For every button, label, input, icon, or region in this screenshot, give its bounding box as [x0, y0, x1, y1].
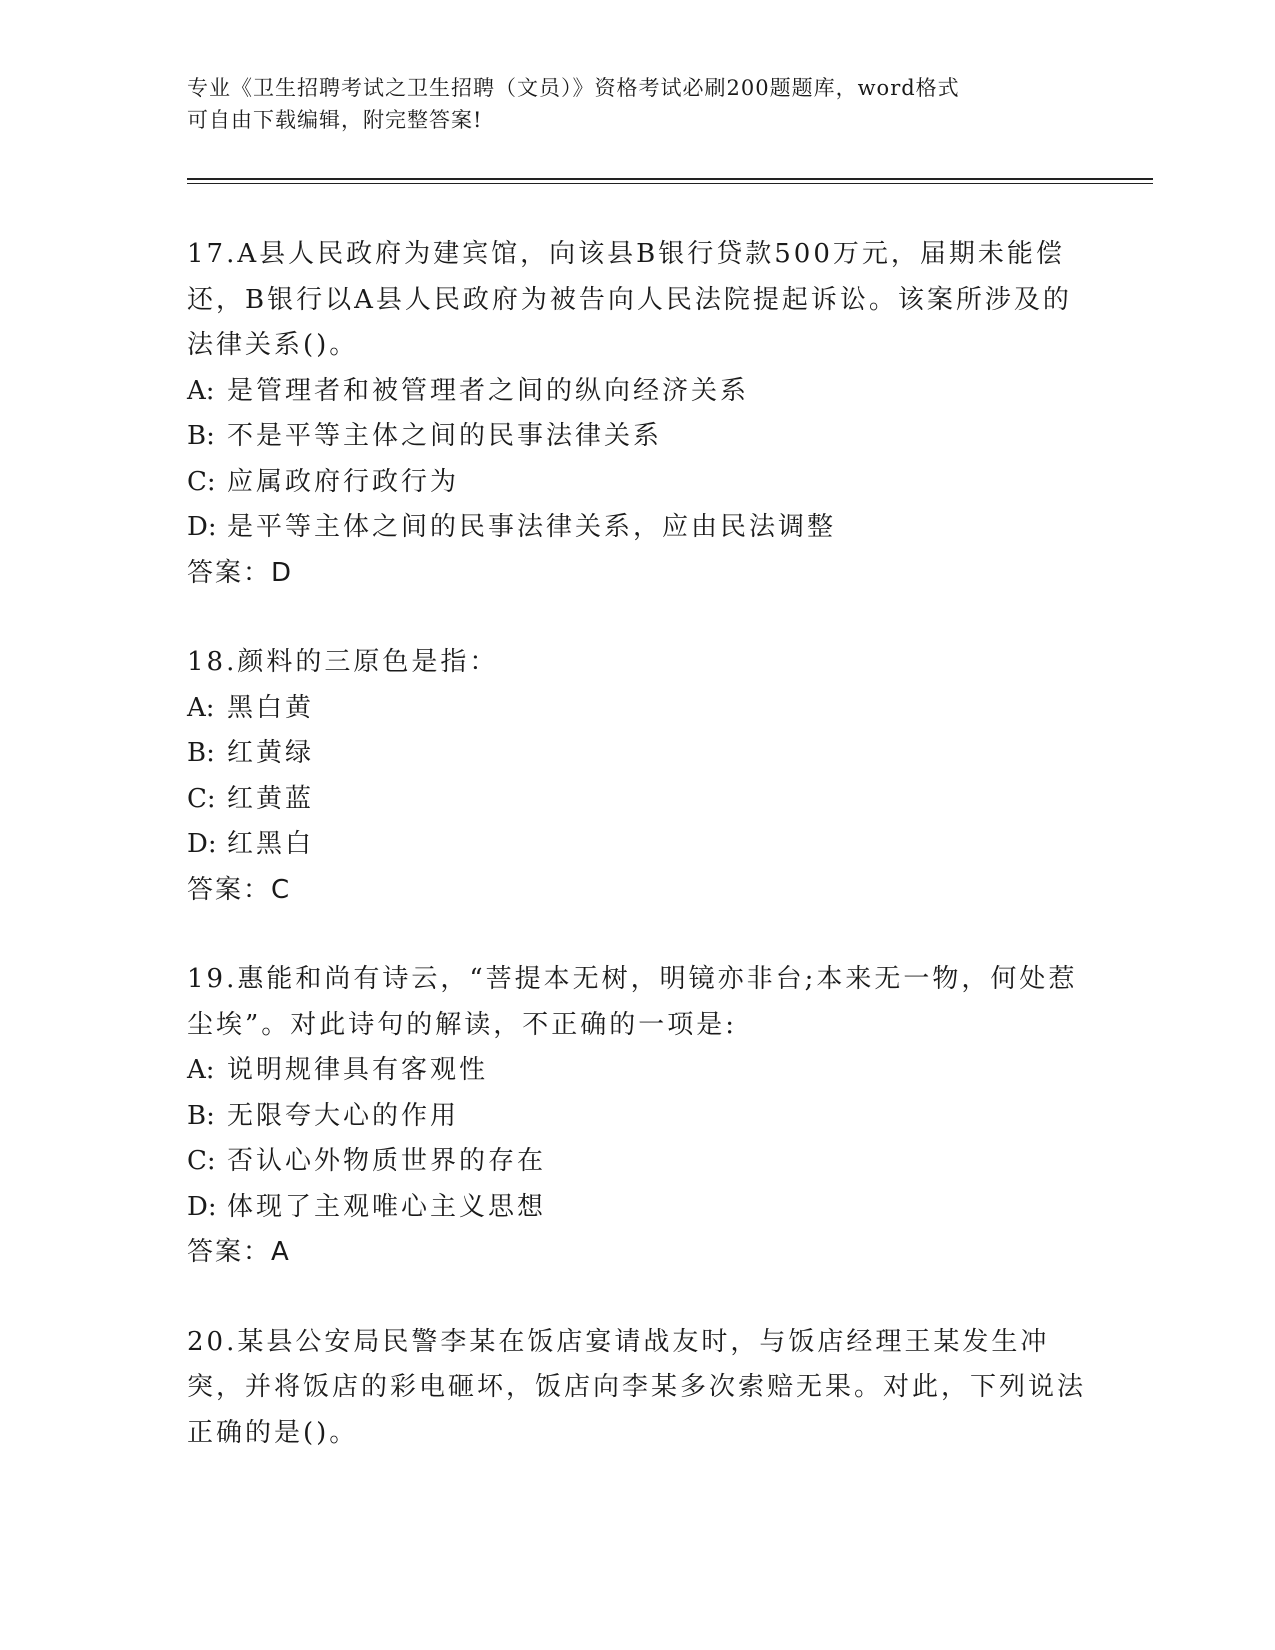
question-list [187, 232, 1087, 1500]
option-text: 不是平等主体之间的民事法律关系 [227, 421, 663, 451]
option-text: 红黑白 [227, 829, 315, 859]
option-b [187, 414, 1087, 460]
option-letter: A: [187, 375, 215, 406]
option-letter: C: [187, 1146, 216, 1176]
option-a [187, 1048, 1087, 1094]
option-b [187, 731, 1087, 777]
question-stem: 20.某县公安局民警李某在饭店宴请战友时，与饭店经理王某发生冲突，并将饭店的彩电砸坏，饭店向李某多次索赔无果。对此，下列说法正确的是()。 [187, 1326, 1087, 1448]
option-letter: D: [187, 1191, 217, 1222]
question-stem: 17.A县人民政府为建宾馆，向该县B银行贷款500万元，届期未能偿还，B银行以A县人民政府为被告向人民法院提起诉讼。该案所涉及的法律关系()。 [187, 239, 1072, 360]
option-letter: D: [187, 512, 217, 542]
option-c [187, 460, 1087, 506]
option-letter: B: [187, 421, 215, 451]
question-17 [187, 232, 1087, 596]
option-text: 是管理者和被管理者之间的纵向经济关系 [227, 375, 750, 406]
option-d [187, 505, 1087, 551]
header-divider-thin [187, 183, 1153, 184]
answer-line: 答案：D [187, 557, 294, 588]
option-text: 红黄蓝 [227, 783, 315, 814]
answer-line: 答案：C [187, 874, 292, 905]
option-a [187, 369, 1087, 415]
document-header [187, 72, 1067, 136]
option-text: 应属政府行政行为 [227, 466, 460, 497]
header-divider-thick [187, 178, 1153, 180]
option-letter: B: [187, 1100, 215, 1131]
question-18 [187, 640, 1087, 913]
option-text: 红黄绿 [227, 738, 315, 768]
option-b [187, 1094, 1087, 1140]
question-19 [187, 957, 1087, 1276]
header-title-line-1: 专业《卫生招聘考试之卫生招聘（文员）》资格考试必刷200题题库，word格式 [187, 76, 960, 100]
option-text: 是平等主体之间的民事法律关系，应由民法调整 [227, 512, 837, 542]
header-title-line-2: 可自由下载编辑，附完整答案! [187, 108, 483, 132]
option-d [187, 822, 1087, 868]
option-letter: C: [187, 783, 216, 814]
option-letter: A: [187, 1055, 215, 1085]
option-letter: D: [187, 829, 217, 859]
option-text: 无限夸大心的作用 [227, 1100, 460, 1131]
option-a [187, 686, 1087, 732]
option-text: 否认心外物质世界的存在 [227, 1146, 547, 1176]
option-letter: A: [187, 692, 215, 723]
option-letter: C: [187, 466, 216, 497]
question-stem: 18.颜料的三原色是指： [187, 647, 499, 677]
option-text: 说明规律具有客观性 [227, 1055, 489, 1085]
option-letter: B: [187, 738, 215, 768]
option-d [187, 1185, 1087, 1231]
option-text: 黑白黄 [227, 692, 315, 723]
option-c [187, 1139, 1087, 1185]
option-text: 体现了主观唯心主义思想 [227, 1191, 547, 1222]
answer-line: 答案：A [187, 1237, 291, 1267]
question-20 [187, 1320, 1087, 1457]
option-c [187, 777, 1087, 823]
question-stem: 19.惠能和尚有诗云，“菩提本无树，明镜亦非台;本来无一物，何处惹尘埃”。对此诗句的解读，不正确的一项是: [187, 964, 1078, 1040]
